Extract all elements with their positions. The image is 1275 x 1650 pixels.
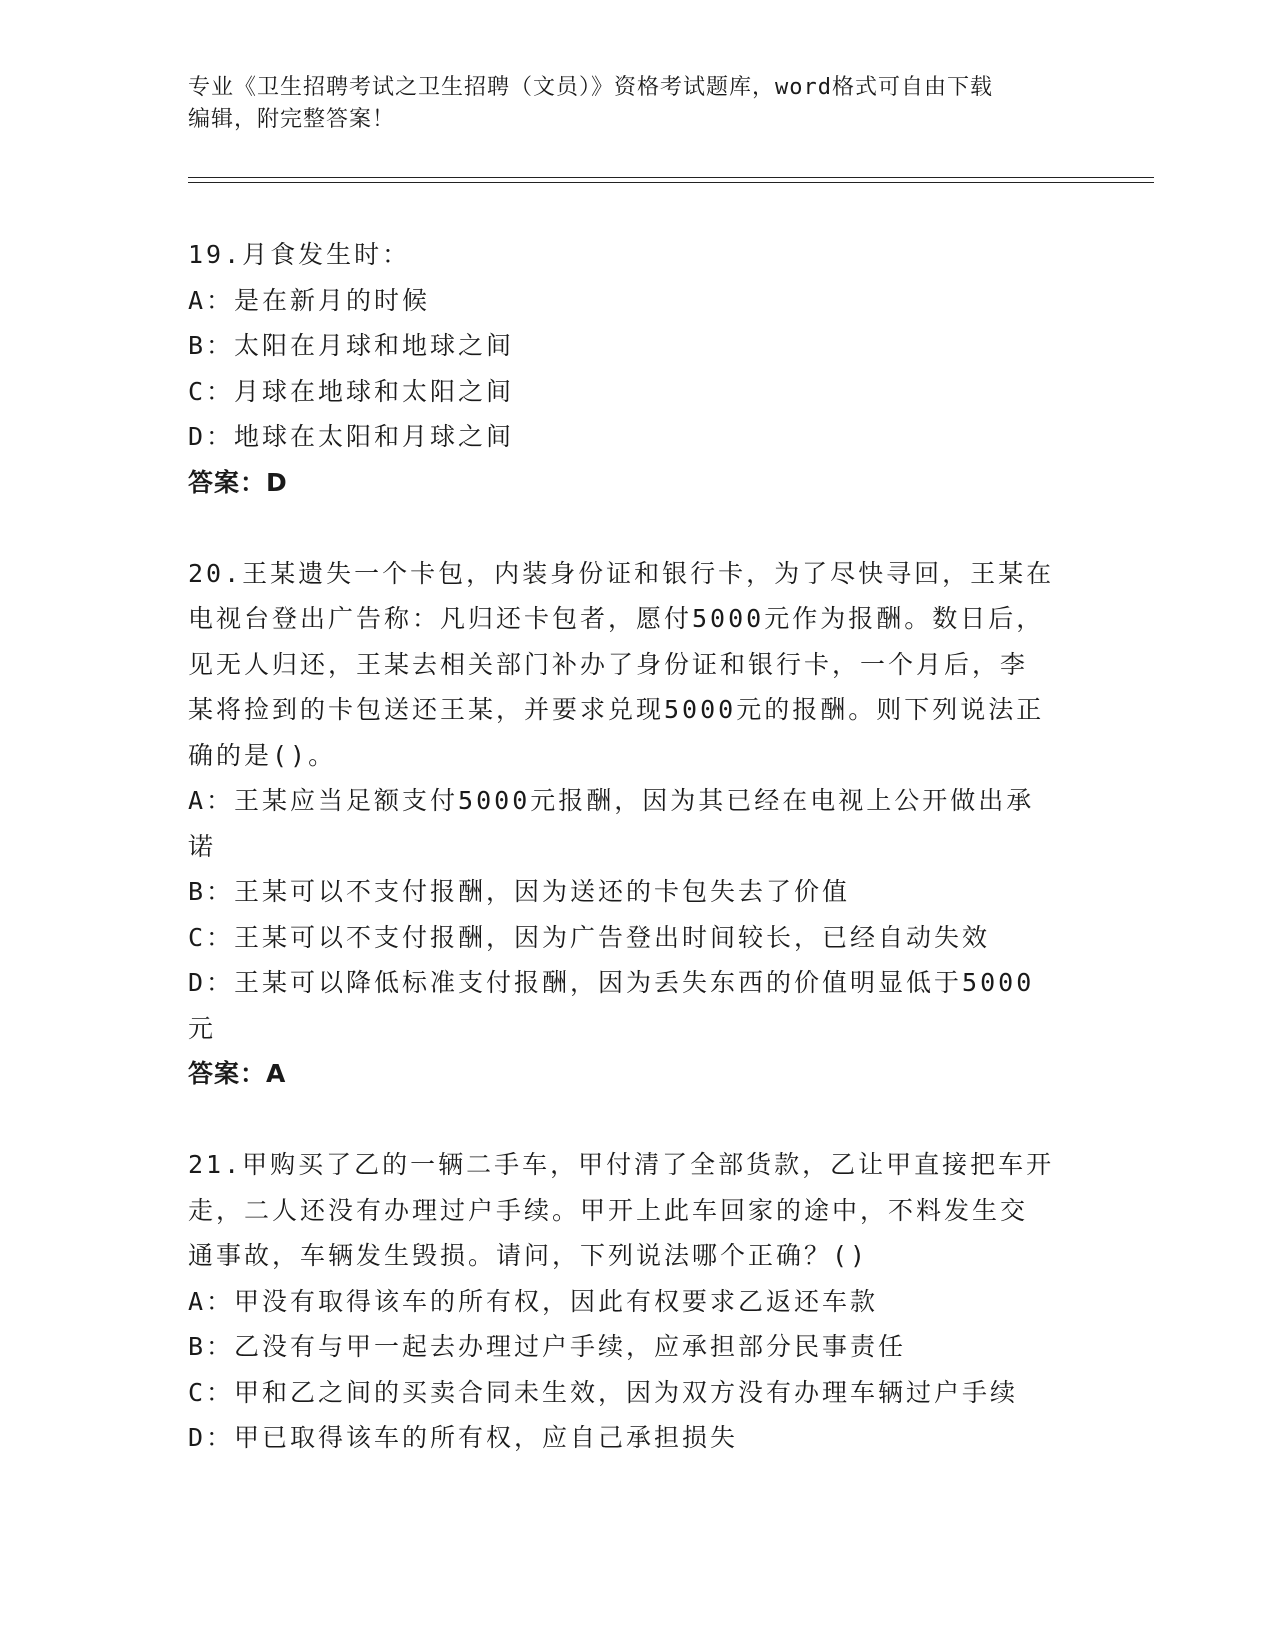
answer-option: [188, 960, 1088, 1051]
answer-option-line: A：王某应当足额支付5000元报酬，因为其已经在电视上公开做出承: [188, 786, 1035, 815]
answer-option: [188, 414, 1088, 460]
answer-option-line: C：月球在地球和太阳之间: [188, 376, 515, 406]
answer-option: [188, 1415, 1088, 1461]
header-line-1: 专业《卫生招聘考试之卫生招聘（文员）》资格考试题库，word格式可自由下载: [188, 75, 993, 100]
question-stem-line: 19.月食发生时：: [188, 240, 411, 269]
answer-option: [188, 1324, 1088, 1370]
answer-option-line: 诺: [188, 831, 217, 861]
question-item: [188, 1142, 1088, 1461]
question-item: [188, 232, 1088, 505]
answer-option-line: B：王某可以不支付报酬，因为送还的卡包失去了价值: [188, 877, 851, 906]
answer-option: [188, 1279, 1088, 1325]
answer-option-line: 元: [188, 1013, 217, 1043]
answer-option-line: B：乙没有与甲一起去办理过户手续，应承担部分民事责任: [188, 1332, 907, 1361]
document-header: [188, 72, 1088, 136]
answer-option-line: A：甲没有取得该车的所有权，因此有权要求乙返还车款: [188, 1286, 879, 1316]
header-line-2: 编辑，附完整答案！: [188, 107, 396, 132]
answer-option: [188, 323, 1088, 369]
answer-option-line: D：甲已取得该车的所有权，应自己承担损失: [188, 1423, 739, 1452]
header-divider-bottom: [188, 182, 1154, 183]
answer-key: 答案：A: [188, 1059, 287, 1088]
question-stem-line: 21.甲购买了乙的一辆二手车，甲付清了全部货款，乙让甲直接把车开: [188, 1150, 1055, 1179]
answer-option: [188, 915, 1088, 961]
answer-option-line: C：甲和乙之间的买卖合同未生效，因为双方没有办理车辆过户手续: [188, 1377, 1019, 1407]
answer-option-line: D：地球在太阳和月球之间: [188, 422, 515, 451]
answer-option: [188, 278, 1088, 324]
question-stem-line: 20.王某遗失一个卡包，内装身份证和银行卡，为了尽快寻回，王某在: [188, 558, 1055, 588]
question-list: [188, 232, 1088, 1461]
answer-key: 答案：D: [188, 467, 288, 497]
answer-option: [188, 869, 1088, 915]
answer-option: [188, 369, 1088, 415]
question-stem-line: 确的是()。: [188, 740, 337, 770]
question-stem-line: 见无人归还，王某去相关部门补办了身份证和银行卡，一个月后，李: [188, 649, 1029, 679]
answer-option: [188, 1370, 1088, 1416]
question-stem-line: 电视台登出广告称：凡归还卡包者，愿付5000元作为报酬。数日后，: [188, 604, 1045, 633]
question-item: [188, 551, 1088, 1097]
answer-option-line: B：太阳在月球和地球之间: [188, 331, 515, 360]
answer-option-line: A：是在新月的时候: [188, 285, 431, 315]
answer-option: [188, 778, 1088, 869]
answer-option-line: C：王某可以不支付报酬，因为广告登出时间较长，已经自动失效: [188, 922, 991, 952]
answer-option-line: D：王某可以降低标准支付报酬，因为丢失东西的价值明显低于5000: [188, 968, 1035, 997]
question-stem-line: 通事故，车辆发生毁损。请问，下列说法哪个正确？(): [188, 1241, 869, 1270]
question-stem-line: 走，二人还没有办理过户手续。甲开上此车回家的途中，不料发生交: [188, 1195, 1029, 1225]
header-divider-top: [188, 177, 1154, 178]
question-stem-line: 某将捡到的卡包送还王某，并要求兑现5000元的报酬。则下列说法正: [188, 695, 1045, 724]
